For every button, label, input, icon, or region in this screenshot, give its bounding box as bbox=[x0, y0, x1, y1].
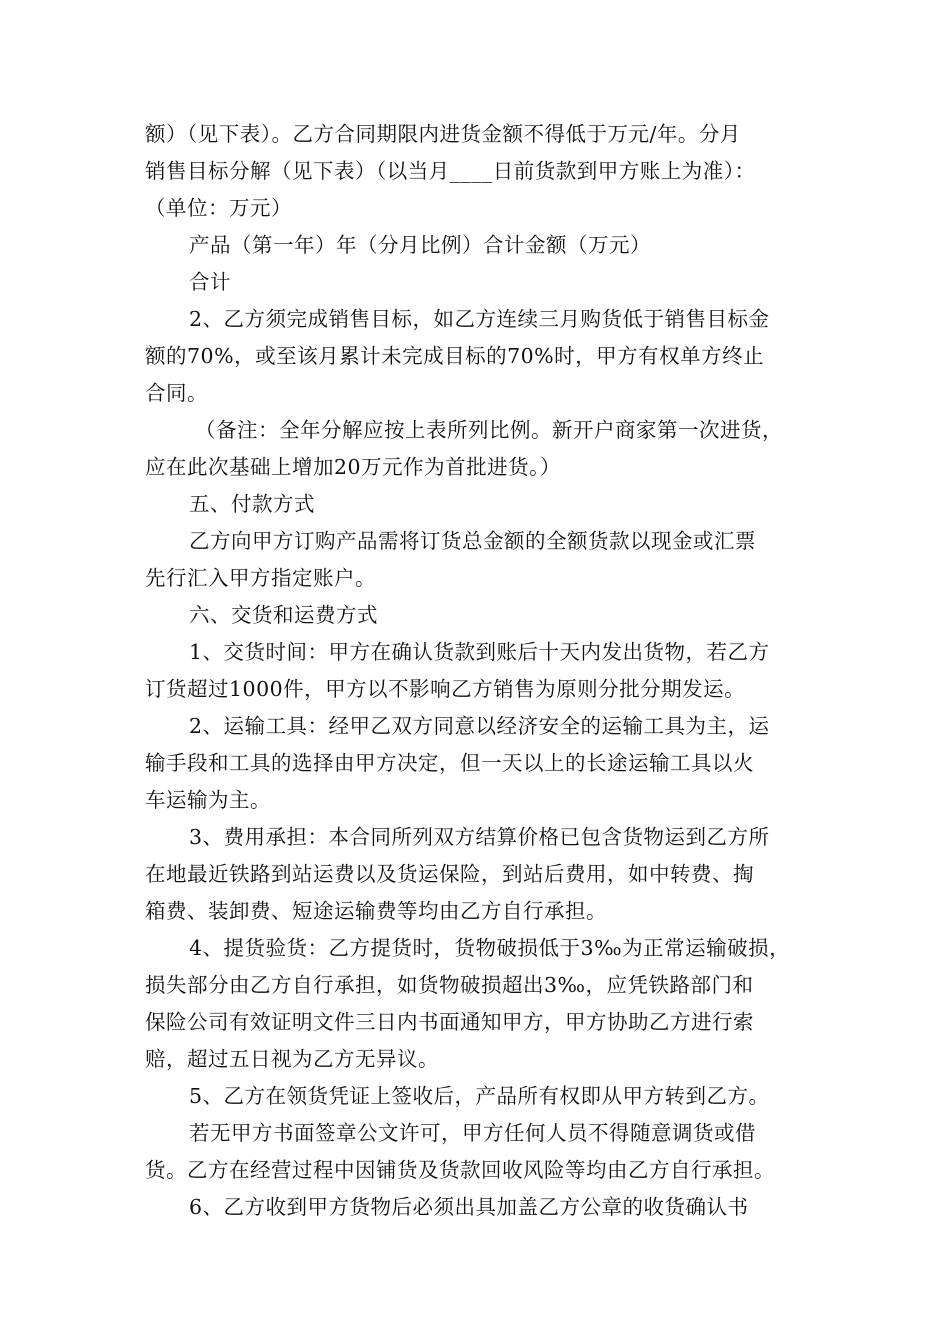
clause-5-line: 5、乙方在领货凭证上签收后，产品所有权即从甲方转到乙方。 bbox=[189, 1084, 770, 1108]
clause-2-line: 2、乙方须完成销售目标，如乙方连续三月购货低于销售目标金 bbox=[189, 307, 770, 331]
clause-6-line: 6、乙方收到甲方货物后必须出具加盖乙方公章的收货确认书 bbox=[189, 1195, 749, 1219]
table-total-line: 合计 bbox=[189, 270, 231, 294]
payment-clause-line: 乙方向甲方订购产品需将订货总金额的全额货款以现金或汇票 bbox=[189, 529, 756, 553]
text-line: 合同。 bbox=[145, 381, 208, 405]
text-line: 订货超过1000件，甲方以不影响乙方销售为原则分批分期发运。 bbox=[145, 677, 746, 701]
text-line: 额的70%，或至该月累计未完成目标的70%时，甲方有权单方终止 bbox=[145, 344, 765, 368]
clause-2-transport-line: 2、运输工具：经甲乙双方同意以经济安全的运输工具为主，运 bbox=[189, 714, 770, 738]
clause-3-line: 3、费用承担：本合同所列双方结算价格已包含货物运到乙方所 bbox=[189, 825, 770, 849]
section-heading-payment: 五、付款方式 bbox=[189, 492, 315, 516]
text-line: 销售目标分解（见下表）（以当月____日前货款到甲方账上为准）： bbox=[145, 159, 756, 183]
document-body bbox=[145, 116, 813, 1226]
text-line: 应在此次基础上增加20万元作为首批进货。） bbox=[145, 455, 561, 479]
clause-1-line: 1、交货时间：甲方在确认货款到账后十天内发出货物，若乙方 bbox=[189, 640, 770, 664]
text-line: （单位：万元） bbox=[145, 196, 292, 220]
text-line: 保险公司有效证明文件三日内书面通知甲方，甲方协助乙方进行索 bbox=[145, 1010, 754, 1034]
text-line: 输手段和工具的选择由甲方决定，但一天以上的长途运输工具以火 bbox=[145, 751, 754, 775]
text-line: 额）（见下表）。乙方合同期限内进货金额不得低于万元/年。分月 bbox=[145, 122, 741, 146]
text-line: 箱费、装卸费、短途运输费等均由乙方自行承担。 bbox=[145, 899, 607, 923]
text-line: 损失部分由乙方自行承担，如货物破损超出3‰，应凭铁路部门和 bbox=[145, 973, 754, 997]
clause-4-line: 4、提货验货：乙方提货时，货物破损低于3‰为正常运输破损， bbox=[189, 936, 791, 960]
note-line: （备注：全年分解应按上表所列比例。新开户商家第一次进货， bbox=[195, 418, 783, 442]
text-line: 赔，超过五日视为乙方无异议。 bbox=[145, 1047, 439, 1071]
text-line: 在地最近铁路到站运费以及货运保险，到站后费用，如中转费、掏 bbox=[145, 862, 754, 886]
text-line: 车运输为主。 bbox=[145, 788, 271, 812]
text-line: 货。乙方在经营过程中因铺货及货款回收风险等均由乙方自行承担。 bbox=[145, 1158, 775, 1182]
table-header-line: 产品（第一年）年（分月比例）合计金额（万元） bbox=[189, 233, 651, 257]
section-heading-delivery: 六、交货和运费方式 bbox=[189, 603, 378, 627]
text-line: 先行汇入甲方指定账户。 bbox=[145, 566, 376, 590]
restriction-line: 若无甲方书面签章公文许可，甲方任何人员不得随意调货或借 bbox=[189, 1121, 756, 1145]
